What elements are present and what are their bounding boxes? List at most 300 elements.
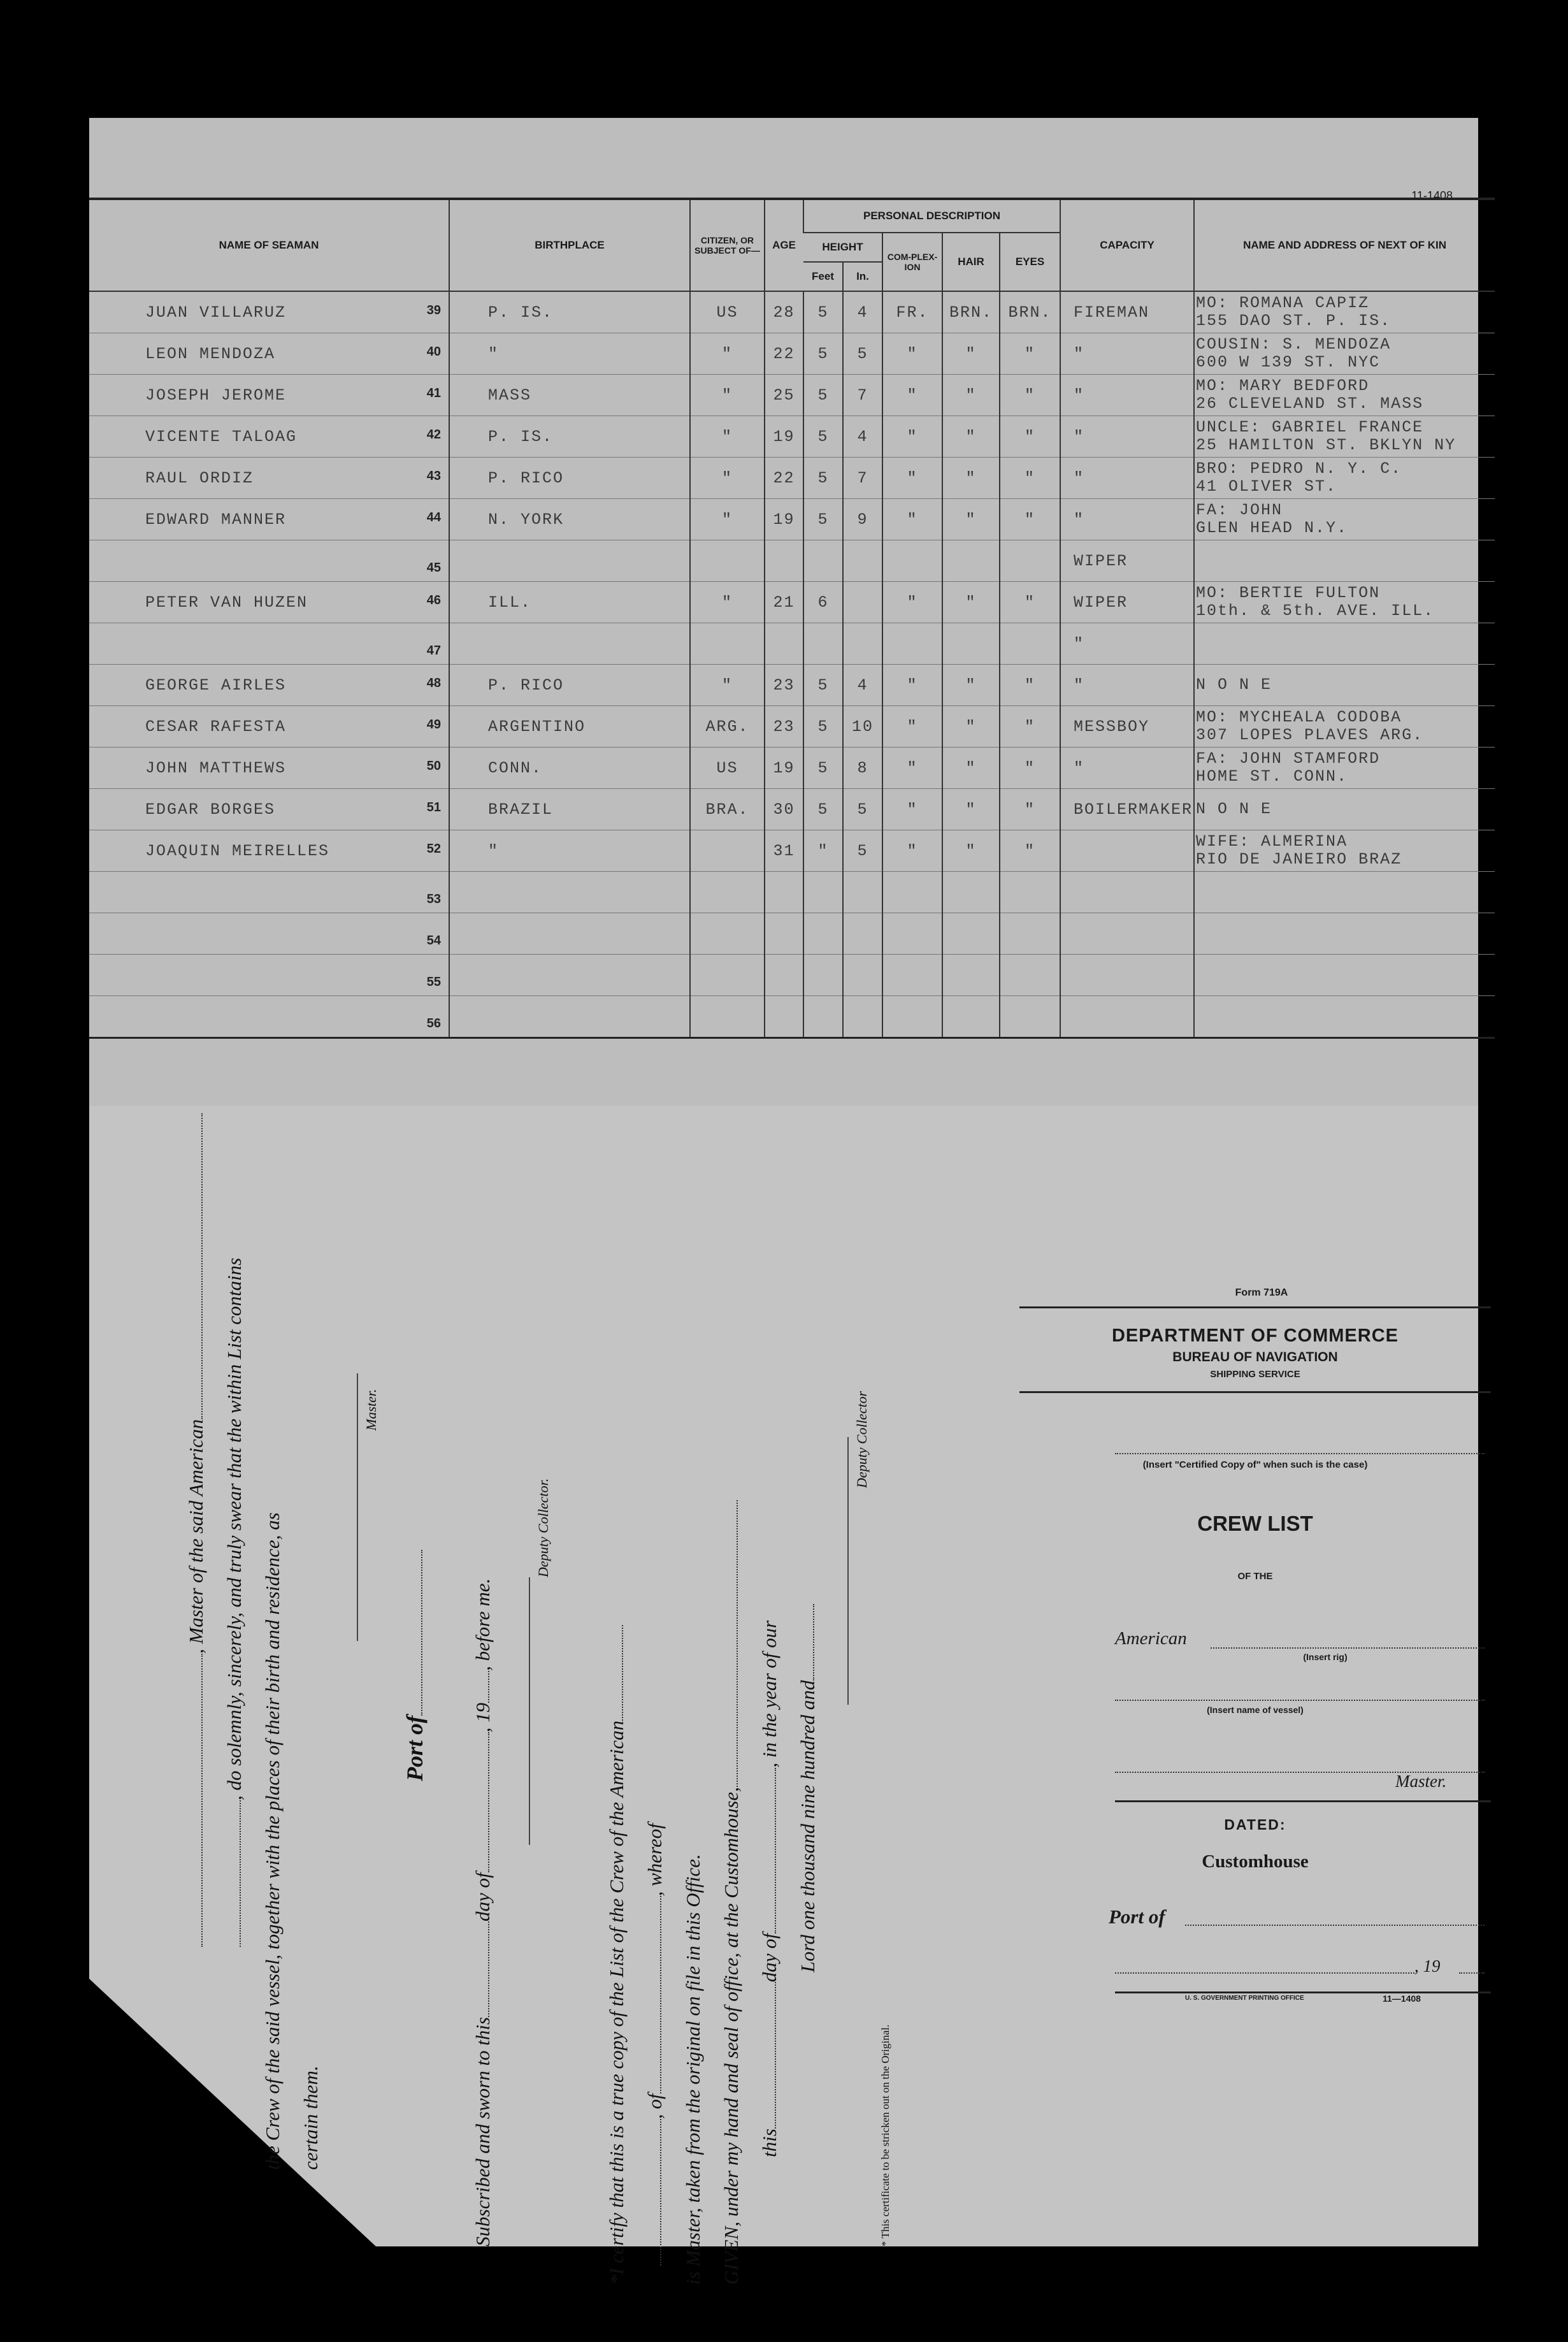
cell-age xyxy=(765,540,803,582)
cell-seaman-name xyxy=(89,458,449,499)
col-hair: HAIR xyxy=(942,233,1000,291)
cell-feet xyxy=(803,872,843,913)
cell-inches: 4 xyxy=(843,665,882,706)
oath-master-label: Master. xyxy=(363,1389,379,1431)
crew-row xyxy=(89,706,1495,748)
cert-deputy-collector: Deputy Collector xyxy=(854,1391,870,1488)
cell-inches: 7 xyxy=(843,458,882,499)
cell-citizen: " xyxy=(690,458,765,499)
oath-line-1: , Master of the said American xyxy=(185,1419,207,1654)
cell-eyes: " xyxy=(1000,665,1060,706)
crew-row xyxy=(89,291,1495,333)
cell-next-of-kin xyxy=(1194,830,1495,872)
row-number: 54 xyxy=(426,934,441,948)
cell-seaman-name xyxy=(89,582,449,623)
cell-citizen: " xyxy=(690,333,765,375)
cell-complexion: " xyxy=(882,333,942,375)
cell-next-of-kin xyxy=(1194,582,1495,623)
next-of-kin-line: 25 HAMILTON ST. BKLYN NY xyxy=(1196,436,1457,454)
cell-feet: 6 xyxy=(803,582,843,623)
cell-feet: 5 xyxy=(803,291,843,333)
cell-capacity xyxy=(1060,996,1194,1038)
cell-feet: 5 xyxy=(803,789,843,830)
cell-feet: 5 xyxy=(803,458,843,499)
seaman-name: JOSEPH JEROME xyxy=(145,386,287,405)
cert-line-2: , of xyxy=(644,2093,666,2119)
cell-complexion: FR. xyxy=(882,291,942,333)
cell-citizen: US xyxy=(690,291,765,333)
cell-age xyxy=(765,623,803,665)
cell-inches xyxy=(843,996,882,1038)
oath-port-of: Port of xyxy=(402,1716,428,1781)
cell-inches: 4 xyxy=(843,416,882,458)
cell-next-of-kin xyxy=(1194,665,1495,706)
cert-line-4: is Master, taken from the original on file in this Office. xyxy=(682,1854,704,2285)
cell-capacity xyxy=(1060,872,1194,913)
row-number: 49 xyxy=(426,717,441,732)
cert-line-5: GIVEN, under my hand and seal of office, at the Customhouse, xyxy=(720,1787,742,2285)
row-number: 45 xyxy=(426,561,441,575)
cell-citizen xyxy=(690,830,765,872)
row-number: 47 xyxy=(426,644,441,658)
cell-seaman-name xyxy=(89,375,449,416)
cell-citizen xyxy=(690,872,765,913)
cell-eyes xyxy=(1000,955,1060,996)
row-number: 55 xyxy=(426,975,441,989)
cell-feet: 5 xyxy=(803,416,843,458)
crew-row xyxy=(89,623,1495,665)
crew-row xyxy=(89,499,1495,540)
col-citizen: CITIZEN, OR SUBJECT OF— xyxy=(690,199,765,291)
oath-and-certificate xyxy=(172,1257,905,2342)
cell-seaman-name xyxy=(89,333,449,375)
cell-birthplace: N. YORK xyxy=(449,499,690,540)
cell-birthplace: P. IS. xyxy=(449,291,690,333)
crew-row xyxy=(89,540,1495,582)
cell-complexion: " xyxy=(882,665,942,706)
cell-hair xyxy=(942,996,1000,1038)
cell-complexion: " xyxy=(882,375,942,416)
row-number: 39 xyxy=(426,303,441,317)
cell-feet xyxy=(803,913,843,955)
before-me: , before me. xyxy=(471,1578,494,1671)
cell-inches xyxy=(843,623,882,665)
cell-age: 28 xyxy=(765,291,803,333)
cell-complexion xyxy=(882,540,942,582)
cell-inches: 9 xyxy=(843,499,882,540)
cell-inches: 5 xyxy=(843,789,882,830)
seaman-name: GEORGE AIRLES xyxy=(145,676,287,695)
cert-line-8: , in the year of our xyxy=(758,1620,780,1768)
cell-capacity: " xyxy=(1060,416,1194,458)
next-of-kin-line: UNCLE: GABRIEL FRANCE xyxy=(1196,418,1424,437)
cell-birthplace: P. RICO xyxy=(449,665,690,706)
cell-inches xyxy=(843,582,882,623)
cell-eyes xyxy=(1000,872,1060,913)
cell-birthplace: " xyxy=(449,830,690,872)
subscribed-day-of: day of xyxy=(471,1872,494,1922)
cell-inches xyxy=(843,872,882,913)
cell-eyes xyxy=(1000,540,1060,582)
cell-feet: 5 xyxy=(803,665,843,706)
cell-hair: " xyxy=(942,375,1000,416)
cell-hair xyxy=(942,955,1000,996)
cell-feet: 5 xyxy=(803,748,843,789)
next-of-kin-line: N O N E xyxy=(1196,676,1272,694)
cell-inches: 10 xyxy=(843,706,882,748)
next-of-kin-line: RIO DE JANEIRO BRAZ xyxy=(1196,850,1402,869)
crew-row xyxy=(89,913,1495,955)
cell-complexion xyxy=(882,623,942,665)
col-complexion: COM-PLEX-ION xyxy=(882,233,942,291)
subscribed-year: , 19 xyxy=(471,1702,494,1733)
cell-capacity: " xyxy=(1060,623,1194,665)
cell-citizen xyxy=(690,540,765,582)
cell-feet: 5 xyxy=(803,706,843,748)
cell-capacity: " xyxy=(1060,375,1194,416)
cell-feet xyxy=(803,623,843,665)
cell-capacity: " xyxy=(1060,748,1194,789)
cell-seaman-name xyxy=(89,291,449,333)
next-of-kin-line: 155 DAO ST. P. IS. xyxy=(1196,312,1392,330)
cell-next-of-kin xyxy=(1194,913,1495,955)
col-birthplace: BIRTHPLACE xyxy=(449,199,690,291)
cell-citizen: " xyxy=(690,375,765,416)
cell-capacity: " xyxy=(1060,665,1194,706)
next-of-kin-line: GLEN HEAD N.Y. xyxy=(1196,519,1348,537)
cell-age: 23 xyxy=(765,665,803,706)
crew-row xyxy=(89,872,1495,913)
next-of-kin-line: WIFE: ALMERINA xyxy=(1196,832,1348,851)
cell-age: 30 xyxy=(765,789,803,830)
cell-next-of-kin xyxy=(1194,955,1495,996)
cell-eyes: " xyxy=(1000,499,1060,540)
cert-line-1: *I certify that this is a true copy of the List of the Crew of the American xyxy=(605,1720,628,2285)
col-capacity: CAPACITY xyxy=(1060,199,1194,291)
seaman-name: LEON MENDOZA xyxy=(145,344,276,363)
cell-feet xyxy=(803,996,843,1038)
cell-birthplace: CONN. xyxy=(449,748,690,789)
cell-age xyxy=(765,913,803,955)
cell-hair: BRN. xyxy=(942,291,1000,333)
cell-seaman-name xyxy=(89,623,449,665)
cell-capacity: " xyxy=(1060,499,1194,540)
cell-feet xyxy=(803,955,843,996)
cell-eyes xyxy=(1000,623,1060,665)
row-number: 41 xyxy=(426,386,441,400)
cell-eyes: " xyxy=(1000,582,1060,623)
col-age: AGE xyxy=(765,199,803,291)
customhouse-label: Customhouse xyxy=(1202,1851,1309,1872)
next-of-kin-line: 26 CLEVELAND ST. MASS xyxy=(1196,394,1424,413)
cell-complexion: " xyxy=(882,830,942,872)
cell-eyes: " xyxy=(1000,830,1060,872)
next-of-kin-line: COUSIN: S. MENDOZA xyxy=(1196,335,1392,354)
cell-age: 19 xyxy=(765,416,803,458)
cell-age: 25 xyxy=(765,375,803,416)
cell-feet: 5 xyxy=(803,333,843,375)
cell-hair: " xyxy=(942,458,1000,499)
row-number: 40 xyxy=(426,344,441,359)
crew-list-cover xyxy=(1019,1275,1491,2027)
cell-birthplace xyxy=(449,623,690,665)
crew-row xyxy=(89,333,1495,375)
crew-table xyxy=(89,198,1495,1039)
cell-complexion: " xyxy=(882,748,942,789)
cell-citizen: " xyxy=(690,416,765,458)
cell-complexion: " xyxy=(882,789,942,830)
cell-citizen: ARG. xyxy=(690,706,765,748)
cell-complexion: " xyxy=(882,706,942,748)
cell-citizen: " xyxy=(690,582,765,623)
cell-citizen: BRA. xyxy=(690,789,765,830)
cell-seaman-name xyxy=(89,996,449,1038)
of-the: OF THE xyxy=(1237,1571,1273,1582)
cell-hair: " xyxy=(942,706,1000,748)
cell-citizen xyxy=(690,955,765,996)
oath-line-3: the Crew of the said vessel, together with the places of their birth and residence, as xyxy=(261,1512,284,2170)
oath-line-4: certain them. xyxy=(299,2065,322,2170)
cell-eyes: BRN. xyxy=(1000,291,1060,333)
cell-birthplace: P. IS. xyxy=(449,416,690,458)
cell-capacity: " xyxy=(1060,458,1194,499)
seaman-name: EDWARD MANNER xyxy=(145,510,287,529)
cell-seaman-name xyxy=(89,789,449,830)
cell-next-of-kin xyxy=(1194,996,1495,1038)
cell-age xyxy=(765,996,803,1038)
row-number: 53 xyxy=(426,892,441,906)
cell-inches: 7 xyxy=(843,375,882,416)
cell-next-of-kin xyxy=(1194,375,1495,416)
cell-next-of-kin xyxy=(1194,706,1495,748)
cell-feet: 5 xyxy=(803,499,843,540)
cell-birthplace xyxy=(449,913,690,955)
col-next-of-kin: NAME AND ADDRESS OF NEXT OF KIN xyxy=(1194,199,1495,291)
cell-citizen: " xyxy=(690,499,765,540)
next-of-kin-line: MO: BERTIE FULTON xyxy=(1196,584,1381,602)
seaman-name: JOHN MATTHEWS xyxy=(145,758,287,777)
cell-eyes xyxy=(1000,913,1060,955)
crew-row xyxy=(89,458,1495,499)
next-of-kin-line: BRO: PEDRO N. Y. C. xyxy=(1196,459,1402,478)
cell-inches xyxy=(843,540,882,582)
next-of-kin-line: FA: JOHN STAMFORD xyxy=(1196,749,1381,768)
port-of-label: Port of xyxy=(1109,1905,1165,1928)
cell-eyes: " xyxy=(1000,416,1060,458)
cell-eyes: " xyxy=(1000,706,1060,748)
dated-label: DATED: xyxy=(1224,1816,1286,1833)
cert-line-7: day of xyxy=(758,1933,780,1983)
next-of-kin-line: 307 LOPES PLAVES ARG. xyxy=(1196,726,1424,744)
cell-next-of-kin xyxy=(1194,333,1495,375)
cell-eyes xyxy=(1000,996,1060,1038)
cell-feet: 5 xyxy=(803,375,843,416)
seaman-name: JUAN VILLARUZ xyxy=(145,303,287,322)
seaman-name: CESAR RAFESTA xyxy=(145,717,287,736)
cell-next-of-kin xyxy=(1194,789,1495,830)
crew-row xyxy=(89,375,1495,416)
seaman-name: PETER VAN HUZEN xyxy=(145,593,308,612)
col-eyes: EYES xyxy=(1000,233,1060,291)
cert-line-3: , whereof xyxy=(644,1823,666,1897)
cell-birthplace: P. RICO xyxy=(449,458,690,499)
cell-capacity: " xyxy=(1060,333,1194,375)
cell-age: 19 xyxy=(765,499,803,540)
row-number: 51 xyxy=(426,800,441,814)
cell-birthplace xyxy=(449,540,690,582)
cell-next-of-kin xyxy=(1194,416,1495,458)
seaman-name: RAUL ORDIZ xyxy=(145,468,254,488)
cell-complexion: " xyxy=(882,416,942,458)
cell-birthplace: BRAZIL xyxy=(449,789,690,830)
cell-inches xyxy=(843,955,882,996)
next-of-kin-line: HOME ST. CONN. xyxy=(1196,767,1348,786)
cell-inches: 5 xyxy=(843,830,882,872)
cell-hair: " xyxy=(942,665,1000,706)
form-code-top: 11-1408 xyxy=(1411,189,1453,202)
row-number: 50 xyxy=(426,758,441,773)
insert-certified-copy: (Insert "Certified Copy of" when such is the case) xyxy=(1142,1459,1368,1470)
cell-age: 23 xyxy=(765,706,803,748)
cell-age: 31 xyxy=(765,830,803,872)
seaman-name: EDGAR BORGES xyxy=(145,800,276,819)
cell-inches: 8 xyxy=(843,748,882,789)
cell-seaman-name xyxy=(89,872,449,913)
crew-row xyxy=(89,416,1495,458)
row-number: 43 xyxy=(426,468,441,483)
cell-next-of-kin xyxy=(1194,872,1495,913)
crew-row xyxy=(89,665,1495,706)
next-of-kin-line: 600 W 139 ST. NYC xyxy=(1196,353,1381,372)
cell-citizen xyxy=(690,623,765,665)
crew-row xyxy=(89,789,1495,830)
seaman-name: VICENTE TALOAG xyxy=(145,427,298,446)
cell-next-of-kin xyxy=(1194,748,1495,789)
cell-complexion xyxy=(882,996,942,1038)
next-of-kin-line: FA: JOHN xyxy=(1196,501,1283,519)
cert-note: * This certificate to be stricken out on the Original. xyxy=(879,2024,891,2246)
cell-capacity xyxy=(1060,830,1194,872)
cell-birthplace: ILL. xyxy=(449,582,690,623)
cell-seaman-name xyxy=(89,913,449,955)
cell-seaman-name xyxy=(89,416,449,458)
row-number: 48 xyxy=(426,676,441,690)
cell-hair xyxy=(942,540,1000,582)
cell-complexion xyxy=(882,955,942,996)
cell-hair xyxy=(942,623,1000,665)
subscribed-line: Subscribed and sworn to this xyxy=(471,2017,494,2246)
cell-inches: 5 xyxy=(843,333,882,375)
cell-age: 22 xyxy=(765,458,803,499)
oath-line-2: , do solemnly, sincerely, and truly swear that the within List contains xyxy=(223,1257,245,1800)
cell-capacity xyxy=(1060,955,1194,996)
cell-complexion xyxy=(882,872,942,913)
cell-capacity: WIPER xyxy=(1060,540,1194,582)
cell-seaman-name xyxy=(89,748,449,789)
cell-eyes: " xyxy=(1000,789,1060,830)
cell-hair xyxy=(942,872,1000,913)
cell-feet: " xyxy=(803,830,843,872)
row-number: 46 xyxy=(426,593,441,607)
next-of-kin-line: MO: MYCHEALA CODOBA xyxy=(1196,708,1402,726)
col-feet: Feet xyxy=(803,262,843,291)
row-number: 56 xyxy=(426,1016,441,1030)
insert-vessel-name: (Insert name of vessel) xyxy=(1207,1705,1304,1715)
crew-list-title: CREW LIST xyxy=(1197,1512,1313,1535)
bureau-of-navigation: BUREAU OF NAVIGATION xyxy=(1172,1350,1338,1364)
cell-capacity xyxy=(1060,913,1194,955)
cell-eyes: " xyxy=(1000,458,1060,499)
cell-capacity: MESSBOY xyxy=(1060,706,1194,748)
cell-capacity: BOILERMAKER xyxy=(1060,789,1194,830)
crew-row xyxy=(89,748,1495,789)
cell-seaman-name xyxy=(89,830,449,872)
shipping-service: SHIPPING SERVICE xyxy=(1210,1369,1300,1380)
cell-eyes: " xyxy=(1000,748,1060,789)
dept-of-commerce: DEPARTMENT OF COMMERCE xyxy=(1111,1326,1399,1346)
col-height: HEIGHT xyxy=(803,233,882,262)
seaman-name: JOAQUIN MEIRELLES xyxy=(145,841,330,860)
cell-hair: " xyxy=(942,416,1000,458)
crew-row xyxy=(89,996,1495,1038)
next-of-kin-line: 41 OLIVER ST. xyxy=(1196,477,1337,496)
row-number: 52 xyxy=(426,841,441,856)
cert-line-9: Lord one thousand nine hundred and xyxy=(796,1680,819,1972)
cell-citizen xyxy=(690,913,765,955)
cell-complexion: " xyxy=(882,458,942,499)
cell-hair: " xyxy=(942,789,1000,830)
next-of-kin-line: N O N E xyxy=(1196,800,1272,818)
cell-birthplace: " xyxy=(449,333,690,375)
next-of-kin-line: MO: MARY BEDFORD xyxy=(1196,377,1370,395)
crew-row xyxy=(89,830,1495,872)
cell-age: 19 xyxy=(765,748,803,789)
master-label: Master. xyxy=(1395,1772,1447,1791)
cell-seaman-name xyxy=(89,706,449,748)
row-number: 44 xyxy=(426,510,441,524)
cell-complexion: " xyxy=(882,499,942,540)
cell-eyes: " xyxy=(1000,375,1060,416)
next-of-kin-line: MO: ROMANA CAPIZ xyxy=(1196,294,1370,312)
oath-deputy-collector: Deputy Collector. xyxy=(535,1478,551,1577)
printing-office: U. S. GOVERNMENT PRINTING OFFICE xyxy=(1185,1995,1304,2002)
cell-seaman-name xyxy=(89,665,449,706)
cell-citizen: " xyxy=(690,665,765,706)
cell-hair: " xyxy=(942,333,1000,375)
cell-age xyxy=(765,872,803,913)
form-number: Form 719A xyxy=(1235,1287,1288,1298)
cell-hair: " xyxy=(942,830,1000,872)
cell-hair: " xyxy=(942,582,1000,623)
cert-line-6: this xyxy=(758,2129,780,2157)
insert-rig: (Insert rig) xyxy=(1303,1652,1348,1662)
cell-feet xyxy=(803,540,843,582)
crew-row xyxy=(89,955,1495,996)
cell-seaman-name xyxy=(89,499,449,540)
cell-birthplace xyxy=(449,996,690,1038)
cell-hair: " xyxy=(942,499,1000,540)
cell-next-of-kin xyxy=(1194,499,1495,540)
cell-hair xyxy=(942,913,1000,955)
cell-complexion xyxy=(882,913,942,955)
cell-next-of-kin xyxy=(1194,540,1495,582)
cell-next-of-kin xyxy=(1194,458,1495,499)
american-label: American xyxy=(1115,1628,1187,1649)
cell-birthplace: ARGENTINO xyxy=(449,706,690,748)
cell-inches xyxy=(843,913,882,955)
cell-citizen: US xyxy=(690,748,765,789)
cell-seaman-name xyxy=(89,955,449,996)
